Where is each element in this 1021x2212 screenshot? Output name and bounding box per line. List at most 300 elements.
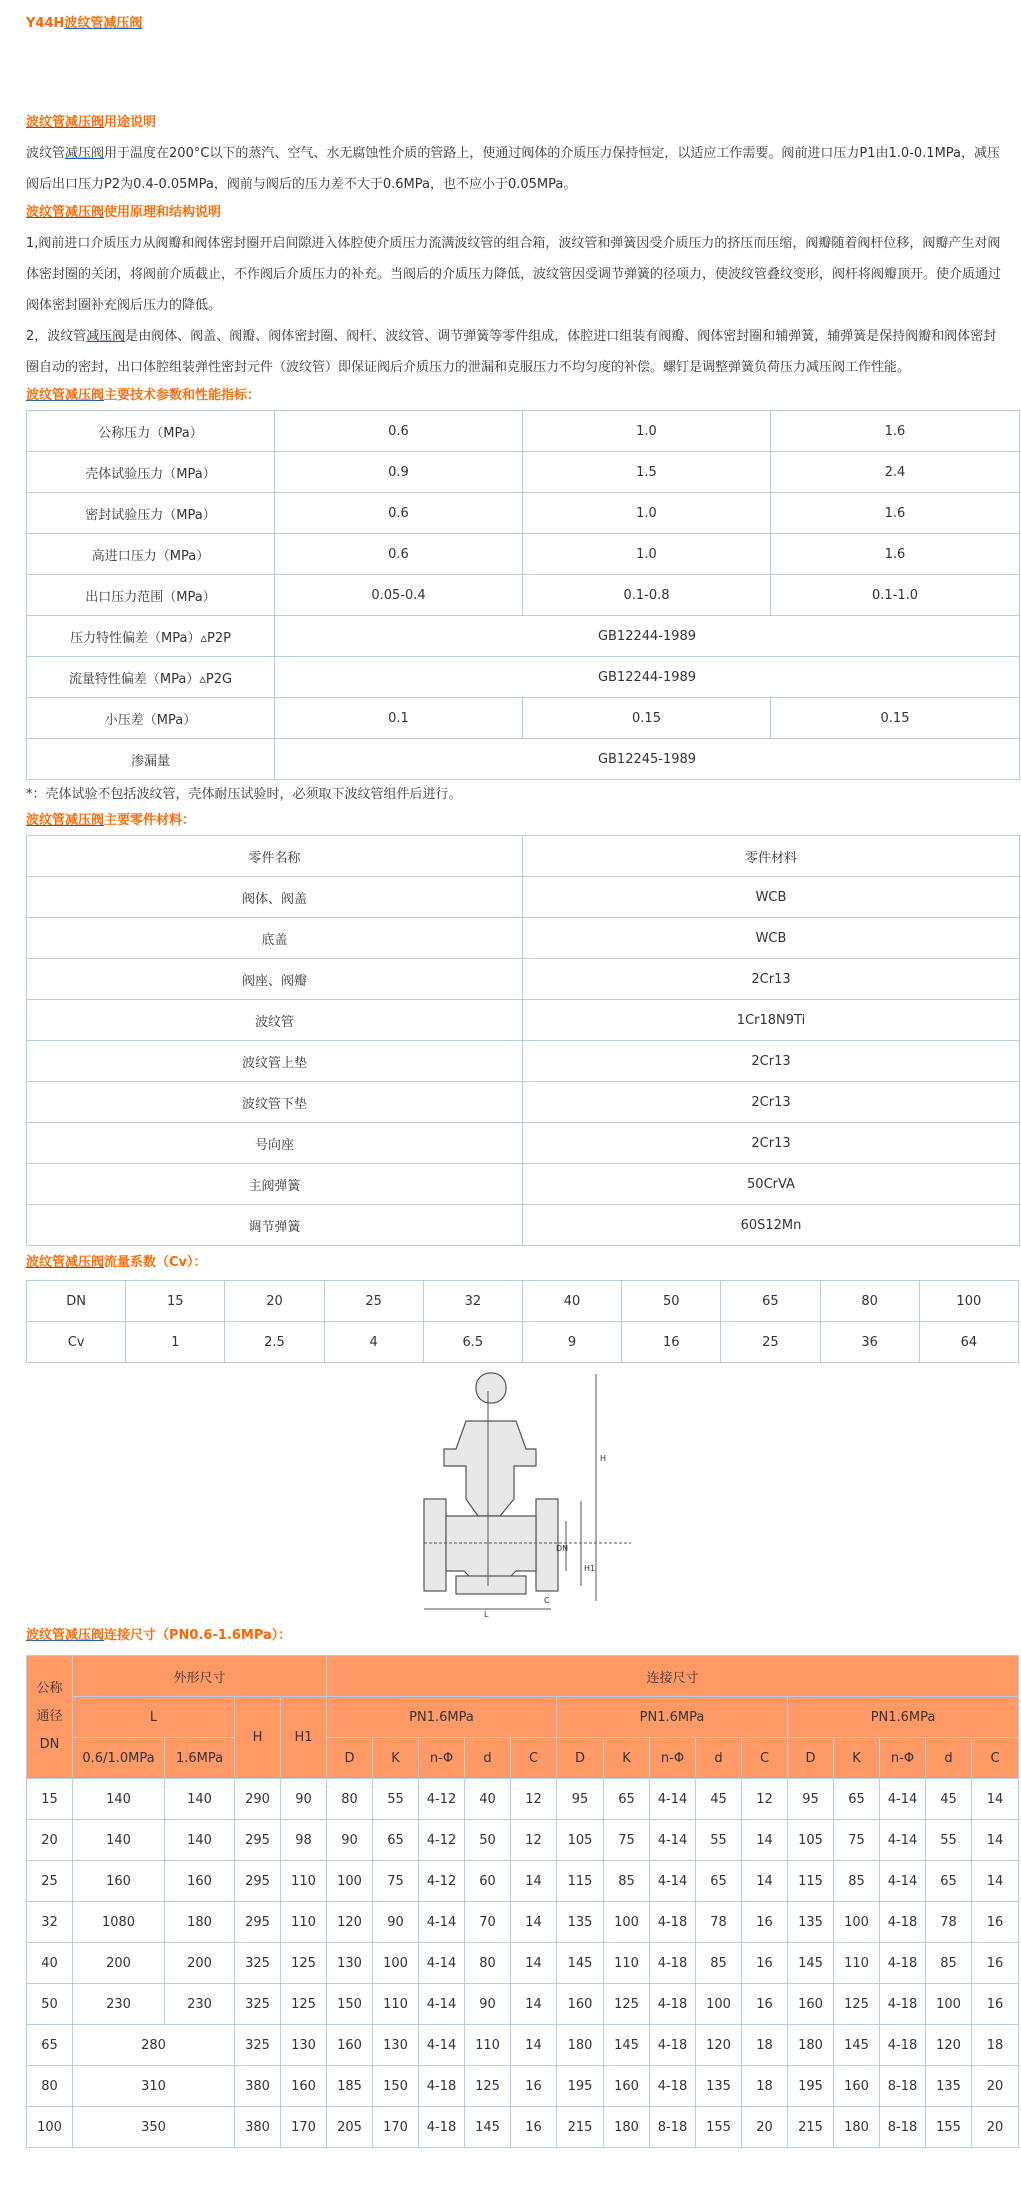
specs-row — [27, 616, 1020, 657]
dims-cell: 75 — [604, 1820, 650, 1861]
dims-cell: 16 — [742, 1984, 788, 2025]
materials-cell: 波纹管下垫 — [27, 1082, 523, 1123]
dims-cell: 16 — [742, 1943, 788, 1984]
heading-link[interactable]: 波纹管减压阀 — [26, 115, 105, 130]
materials-row — [27, 1000, 1020, 1041]
dims-cell: 110 — [604, 1943, 650, 1984]
section-heading-principle — [26, 202, 1006, 224]
dims-cell: 4-14 — [650, 1820, 696, 1861]
usage-paragraph — [26, 138, 1006, 200]
dims-cell: 325 — [235, 1984, 281, 2025]
specs-row — [27, 493, 1020, 534]
header-col: C — [742, 1738, 788, 1779]
dims-table — [26, 1655, 1019, 2148]
header-col: d — [926, 1738, 972, 1779]
dims-cell: 65 — [926, 1861, 972, 1902]
dims-cell: 4-14 — [419, 1902, 465, 1943]
dims-cell: 145 — [834, 2025, 880, 2066]
heading-text: 主要技术参数和性能指标： — [104, 388, 261, 403]
dims-cell: 4-18 — [880, 2025, 926, 2066]
dims-cell: 60 — [465, 1861, 511, 1902]
dims-cell: 215 — [557, 2107, 604, 2148]
heading-text: 连接尺寸（PN0.6-1.6MPa）： — [104, 1628, 292, 1643]
dims-cell: 4-18 — [880, 1902, 926, 1943]
dims-cell: 145 — [465, 2107, 511, 2148]
dims-cell: 20 — [972, 2107, 1019, 2148]
materials-row — [27, 1164, 1020, 1205]
dims-cell: 4-18 — [419, 2107, 465, 2148]
dims-cell: 4-14 — [880, 1861, 926, 1902]
specs-row — [27, 452, 1020, 493]
dims-cell: 180 — [834, 2107, 880, 2148]
specs-row — [27, 534, 1020, 575]
specs-row — [27, 698, 1020, 739]
label-L: L — [484, 1610, 489, 1619]
dims-cell: 120 — [926, 2025, 972, 2066]
dims-cell: 140 — [165, 1779, 235, 1820]
dims-cell: 14 — [742, 1820, 788, 1861]
dims-row — [27, 1902, 1019, 1943]
dims-cell: 205 — [327, 2107, 373, 2148]
dims-cell: 140 — [73, 1779, 165, 1820]
section-heading-cv — [26, 1252, 1006, 1274]
dims-cell: 90 — [281, 1779, 327, 1820]
dims-cell: 150 — [327, 1984, 373, 2025]
dims-cell: 85 — [926, 1943, 972, 1984]
title-link[interactable]: 波纹管减压阀 — [64, 16, 143, 31]
dims-cell: 15 — [27, 1779, 73, 1820]
dims-cell: 14 — [972, 1779, 1019, 1820]
dims-cell: 50 — [465, 1820, 511, 1861]
dims-row — [27, 2066, 1019, 2107]
spec-value: 1.0 — [523, 493, 771, 534]
cv-cell: 25 — [721, 1322, 820, 1363]
cv-cell: 100 — [919, 1281, 1018, 1322]
dims-cell: 18 — [742, 2025, 788, 2066]
dims-cell: 200 — [165, 1943, 235, 1984]
dims-row — [27, 1779, 1019, 1820]
dims-cell: 4-18 — [650, 2025, 696, 2066]
dims-cell: 160 — [557, 1984, 604, 2025]
spec-value: 2.4 — [771, 452, 1020, 493]
text: 用于温度在200°C以下的蒸汽、空气、水无腐蚀性介质的管路上，使通过阀体的介质压力保持恒定，以适应工作需要。阀前进口压力P1由1.0-0.1MPa，减压阀后出口压力P2为0.4-0.05MPa，阀前与阀后的压力差不大于0.6MPa，也不应小于0.05MPa。 — [26, 146, 1001, 192]
dims-cell: 20 — [742, 2107, 788, 2148]
heading-text: 用途说明 — [104, 115, 157, 130]
text: 是由阀体、阀盖、阀瓣、阀体密封圈、阀杆、波纹管、调节弹簧等零件组成，体腔进口组装有阀瓣、阀体密封圈和辅弹簧，辅弹簧是保持阀瓣和阀体密封圈自动的密封，出口体腔组装弹性密封元件（波纹管）即保证阀后介质压力的泄漏和克服压力不均匀度的补偿。螺钉是调整弹簧负荷压力减压阀工作性能。 — [26, 329, 997, 375]
header-pn-3: PN1.6MPa — [788, 1697, 1019, 1738]
spec-value: GB12244-1989 — [275, 657, 1020, 698]
dims-row — [27, 1820, 1019, 1861]
dims-cell: 230 — [165, 1984, 235, 2025]
cv-cell: 16 — [622, 1322, 721, 1363]
dims-cell: 185 — [327, 2066, 373, 2107]
inline-link[interactable]: 减压阀 — [65, 146, 105, 161]
spec-label: 出口压力范围（MPa） — [27, 575, 275, 616]
dims-cell: 16 — [511, 2107, 557, 2148]
dims-cell: 295 — [235, 1861, 281, 1902]
header-col: d — [465, 1738, 511, 1779]
header-col: D — [788, 1738, 834, 1779]
specs-table — [26, 410, 1020, 780]
dims-cell: 160 — [281, 2066, 327, 2107]
specs-row — [27, 411, 1020, 452]
dims-cell: 110 — [281, 1902, 327, 1943]
cv-cell: 20 — [225, 1281, 324, 1322]
dims-cell: 4-14 — [880, 1820, 926, 1861]
heading-link[interactable]: 波纹管减压阀 — [26, 813, 105, 828]
dims-cell: 4-18 — [650, 1902, 696, 1943]
dims-cell: 200 — [73, 1943, 165, 1984]
dims-cell: 125 — [281, 1943, 327, 1984]
spec-value: GB12244-1989 — [275, 616, 1020, 657]
dims-cell: 140 — [165, 1820, 235, 1861]
dims-cell: 100 — [373, 1943, 419, 1984]
heading-link[interactable]: 波纹管减压阀 — [26, 1628, 105, 1643]
dims-cell: 14 — [511, 1902, 557, 1943]
cv-cell: 64 — [919, 1322, 1018, 1363]
spec-label: 小压差（MPa） — [27, 698, 275, 739]
heading-text: 流量系数（Cv）： — [104, 1255, 207, 1270]
spec-value: 0.9 — [275, 452, 523, 493]
dims-cell: 12 — [511, 1779, 557, 1820]
materials-row — [27, 918, 1020, 959]
dims-cell: 40 — [465, 1779, 511, 1820]
dims-cell: 110 — [373, 1984, 419, 2025]
materials-header-cell: 零件材料 — [523, 836, 1020, 877]
dims-cell: 170 — [373, 2107, 419, 2148]
heading-text: 使用原理和结构说明 — [104, 205, 222, 220]
heading-link[interactable]: 波纹管减压阀 — [26, 205, 105, 220]
cv-row-cv — [27, 1322, 1019, 1363]
dims-cell: 380 — [235, 2107, 281, 2148]
spec-value: GB12245-1989 — [275, 739, 1020, 780]
dims-cell: 135 — [926, 2066, 972, 2107]
header-dn: 公称 通径 DN — [27, 1656, 73, 1779]
dims-cell: 14 — [742, 1861, 788, 1902]
dims-cell: 80 — [327, 1779, 373, 1820]
dims-cell: 4-18 — [419, 2066, 465, 2107]
spec-value: 1.0 — [523, 411, 771, 452]
materials-cell: 波纹管 — [27, 1000, 523, 1041]
dims-cell: 130 — [281, 2025, 327, 2066]
dims-row — [27, 2107, 1019, 2148]
header-pn-2: PN1.6MPa — [557, 1697, 788, 1738]
dims-cell: 115 — [788, 1861, 834, 1902]
dims-cell: 100 — [327, 1861, 373, 1902]
materials-cell: 阀体、阀盖 — [27, 877, 523, 918]
dims-cell: 105 — [557, 1820, 604, 1861]
dims-cell: 180 — [165, 1902, 235, 1943]
materials-cell: 2Cr13 — [523, 1123, 1020, 1164]
materials-cell: 60S12Mn — [523, 1205, 1020, 1246]
dims-row — [27, 1943, 1019, 1984]
dims-cell: 130 — [327, 1943, 373, 1984]
dims-cell: 50 — [27, 1984, 73, 2025]
dims-cell: 295 — [235, 1820, 281, 1861]
dims-cell: 85 — [834, 1861, 880, 1902]
materials-cell: WCB — [523, 877, 1020, 918]
dims-cell: 4-18 — [880, 1943, 926, 1984]
header-H: H — [235, 1697, 281, 1779]
dims-cell: 4-12 — [419, 1779, 465, 1820]
dims-cell: 18 — [972, 2025, 1019, 2066]
label-H1: H1 — [584, 1564, 596, 1573]
cv-cell: 32 — [423, 1281, 522, 1322]
section-heading-specs — [26, 385, 1006, 407]
dims-cell: 16 — [972, 1943, 1019, 1984]
dims-cell: 90 — [373, 1902, 419, 1943]
dims-cell: 180 — [788, 2025, 834, 2066]
cv-cell: 25 — [324, 1281, 423, 1322]
materials-cell: 1Cr18N9Ti — [523, 1000, 1020, 1041]
dims-cell: 125 — [465, 2066, 511, 2107]
label-H: H — [600, 1454, 607, 1463]
dims-cell: 150 — [373, 2066, 419, 2107]
dims-cell: 4-18 — [650, 1943, 696, 1984]
spec-value: 1.6 — [771, 534, 1020, 575]
header-col: n-Φ — [880, 1738, 926, 1779]
spec-value: 1.6 — [771, 411, 1020, 452]
dims-cell: 115 — [557, 1861, 604, 1902]
header-outer-dims: 外形尺寸 — [73, 1656, 327, 1697]
header-L-2: 1.6MPa — [165, 1738, 235, 1779]
header-col: D — [327, 1738, 373, 1779]
dims-cell: 100 — [834, 1902, 880, 1943]
heading-text: 主要零件材料： — [104, 813, 196, 828]
spec-label: 壳体试验压力（MPa） — [27, 452, 275, 493]
dims-cell: 20 — [27, 1820, 73, 1861]
dims-cell: 65 — [27, 2025, 73, 2066]
dims-cell: 4-14 — [880, 1779, 926, 1820]
dims-cell: 45 — [696, 1779, 742, 1820]
materials-cell: 2Cr13 — [523, 1082, 1020, 1123]
materials-table — [26, 835, 1020, 1246]
cv-cell: Cv — [27, 1322, 126, 1363]
materials-cell: 调节弹簧 — [27, 1205, 523, 1246]
header-pn-1: PN1.6MPa — [327, 1697, 557, 1738]
dims-cell: 145 — [604, 2025, 650, 2066]
dims-cell: 125 — [834, 1984, 880, 2025]
header-col: n-Φ — [419, 1738, 465, 1779]
heading-link[interactable]: 波纹管减压阀 — [26, 1255, 105, 1270]
header-connection-dims: 连接尺寸 — [327, 1656, 1019, 1697]
dims-cell: 160 — [604, 2066, 650, 2107]
header-col: C — [511, 1738, 557, 1779]
dims-cell: 140 — [73, 1820, 165, 1861]
materials-cell: 波纹管上垫 — [27, 1041, 523, 1082]
dims-cell: 100 — [926, 1984, 972, 2025]
dims-cell: 4-14 — [419, 2025, 465, 2066]
dims-cell: 95 — [557, 1779, 604, 1820]
dims-row — [27, 1984, 1019, 2025]
dims-cell: 310 — [73, 2066, 235, 2107]
header-col: K — [373, 1738, 419, 1779]
dims-cell: 110 — [281, 1861, 327, 1902]
dims-cell: 55 — [926, 1820, 972, 1861]
inline-link[interactable]: 减压阀 — [86, 329, 126, 344]
dims-cell: 180 — [557, 2025, 604, 2066]
dims-cell: 4-14 — [650, 1779, 696, 1820]
dims-cell: 380 — [235, 2066, 281, 2107]
dims-cell: 55 — [373, 1779, 419, 1820]
spec-label: 高进口压力（MPa） — [27, 534, 275, 575]
dims-cell: 4-12 — [419, 1861, 465, 1902]
header-col: C — [972, 1738, 1019, 1779]
page-title — [26, 12, 142, 31]
materials-header — [27, 836, 1020, 877]
dims-cell: 155 — [696, 2107, 742, 2148]
spec-label: 渗漏量 — [27, 739, 275, 780]
spec-value: 0.6 — [275, 493, 523, 534]
dims-cell: 195 — [788, 2066, 834, 2107]
dims-cell: 16 — [972, 1902, 1019, 1943]
dims-cell: 130 — [373, 2025, 419, 2066]
dims-cell: 65 — [373, 1820, 419, 1861]
dims-cell: 85 — [696, 1943, 742, 1984]
dims-cell: 90 — [327, 1820, 373, 1861]
specs-row — [27, 575, 1020, 616]
dims-cell: 290 — [235, 1779, 281, 1820]
dims-cell: 155 — [926, 2107, 972, 2148]
materials-row — [27, 959, 1020, 1000]
dims-cell: 14 — [972, 1820, 1019, 1861]
dims-cell: 110 — [465, 2025, 511, 2066]
dims-cell: 350 — [73, 2107, 235, 2148]
dims-cell: 160 — [327, 2025, 373, 2066]
dims-cell: 4-18 — [650, 2066, 696, 2107]
materials-header-cell: 零件名称 — [27, 836, 523, 877]
dims-cell: 135 — [557, 1902, 604, 1943]
cv-cell: 15 — [126, 1281, 225, 1322]
materials-row — [27, 1041, 1020, 1082]
header-L: L — [73, 1697, 235, 1738]
dims-cell: 105 — [788, 1820, 834, 1861]
dims-cell: 75 — [834, 1820, 880, 1861]
materials-row — [27, 877, 1020, 918]
cv-table — [26, 1280, 1019, 1363]
spec-value: 0.15 — [771, 698, 1020, 739]
label-DN: DN — [556, 1544, 569, 1553]
dims-cell: 80 — [465, 1943, 511, 1984]
section-heading-materials — [26, 810, 1006, 832]
dims-cell: 125 — [281, 1984, 327, 2025]
dims-cell: 12 — [742, 1779, 788, 1820]
spec-label: 公称压力（MPa） — [27, 411, 275, 452]
materials-cell: 50CrVA — [523, 1164, 1020, 1205]
dims-cell: 195 — [557, 2066, 604, 2107]
dims-cell: 8-18 — [650, 2107, 696, 2148]
dims-cell: 12 — [511, 1820, 557, 1861]
dims-cell: 45 — [926, 1779, 972, 1820]
header-col: D — [557, 1738, 604, 1779]
dims-cell: 16 — [742, 1902, 788, 1943]
principle-paragraph-1: 1,阀前进口介质压力从阀瓣和阀体密封圈开启间隙进入体腔使介质压力流满波纹管的组合箱，波纹管和弹簧因受介质压力的挤压而压缩，阀瓣随着阀杆位移，阀瓣产生对阀体密封圈的关闭，将阀前介质截止，不作阀后介质压力的补充。当阀后的介质压力降低，波纹管因受调节弹簧的径项力，使波纹管叠纹变形，阀杆将阀瓣顶开。使介质通过阀体密封圈补充阀后压力的降低。 — [26, 236, 1002, 313]
dims-cell: 95 — [788, 1779, 834, 1820]
header-col: d — [696, 1738, 742, 1779]
dims-cell: 75 — [373, 1861, 419, 1902]
dims-cell: 4-14 — [419, 1943, 465, 1984]
spec-label: 密封试验压力（MPa） — [27, 493, 275, 534]
title-model: Y44H — [26, 16, 65, 31]
section-heading-dims — [26, 1625, 1006, 1647]
materials-cell: 主阀弹簧 — [27, 1164, 523, 1205]
specs-note: *：壳体试验不包括波纹管，壳体耐压试验时，必须取下波纹管组件后进行。 — [26, 787, 462, 802]
dims-cell: 25 — [27, 1861, 73, 1902]
dims-cell: 1080 — [73, 1902, 165, 1943]
dims-cell: 100 — [696, 1984, 742, 2025]
dims-cell: 230 — [73, 1984, 165, 2025]
dims-cell: 16 — [511, 2066, 557, 2107]
dims-cell: 160 — [834, 2066, 880, 2107]
dims-cell: 85 — [604, 1861, 650, 1902]
dims-cell: 78 — [926, 1902, 972, 1943]
cv-cell: DN — [27, 1281, 126, 1322]
spec-value: 1.0 — [523, 534, 771, 575]
spec-value: 1.5 — [523, 452, 771, 493]
section-heading-usage — [26, 112, 1006, 134]
cv-cell: 50 — [622, 1281, 721, 1322]
dims-cell: 160 — [788, 1984, 834, 2025]
dims-cell: 145 — [788, 1943, 834, 1984]
dims-cell: 14 — [972, 1861, 1019, 1902]
dims-cell: 70 — [465, 1902, 511, 1943]
spec-value: 0.05-0.4 — [275, 575, 523, 616]
dims-cell: 120 — [696, 2025, 742, 2066]
dims-cell: 14 — [511, 1943, 557, 1984]
dims-cell: 160 — [73, 1861, 165, 1902]
materials-cell: 2Cr13 — [523, 1041, 1020, 1082]
cv-cell: 9 — [522, 1322, 621, 1363]
dims-cell: 90 — [465, 1984, 511, 2025]
dims-cell: 120 — [327, 1902, 373, 1943]
cv-cell: 1 — [126, 1322, 225, 1363]
dims-cell: 8-18 — [880, 2066, 926, 2107]
materials-row — [27, 1205, 1020, 1246]
dims-cell: 18 — [742, 2066, 788, 2107]
dims-cell: 280 — [73, 2025, 235, 2066]
dims-cell: 100 — [604, 1902, 650, 1943]
heading-link[interactable]: 波纹管减压阀 — [26, 388, 105, 403]
dims-cell: 180 — [604, 2107, 650, 2148]
dims-cell: 80 — [27, 2066, 73, 2107]
dims-cell: 215 — [788, 2107, 834, 2148]
cv-cell: 80 — [820, 1281, 919, 1322]
specs-row — [27, 739, 1020, 780]
spec-value: 0.6 — [275, 534, 523, 575]
materials-cell: WCB — [523, 918, 1020, 959]
header-L-1: 0.6/1.0MPa — [73, 1738, 165, 1779]
header-H1: H1 — [281, 1697, 327, 1779]
dims-cell: 32 — [27, 1902, 73, 1943]
spec-label: 流量特性偏差（MPa）▵P2G — [27, 657, 275, 698]
materials-row — [27, 1123, 1020, 1164]
dims-row — [27, 1861, 1019, 1902]
spec-value: 0.1 — [275, 698, 523, 739]
specs-row — [27, 657, 1020, 698]
dims-cell: 160 — [165, 1861, 235, 1902]
dims-cell: 14 — [511, 1984, 557, 2025]
dims-cell: 4-18 — [880, 1984, 926, 2025]
dims-cell: 14 — [511, 2025, 557, 2066]
dims-cell: 20 — [972, 2066, 1019, 2107]
dims-cell: 14 — [511, 1861, 557, 1902]
dims-cell: 98 — [281, 1820, 327, 1861]
dims-cell: 4-14 — [650, 1861, 696, 1902]
header-col: n-Φ — [650, 1738, 696, 1779]
principle-paragraph-2 — [26, 321, 1006, 383]
dims-cell: 125 — [604, 1984, 650, 2025]
valve-diagram — [396, 1371, 636, 1621]
